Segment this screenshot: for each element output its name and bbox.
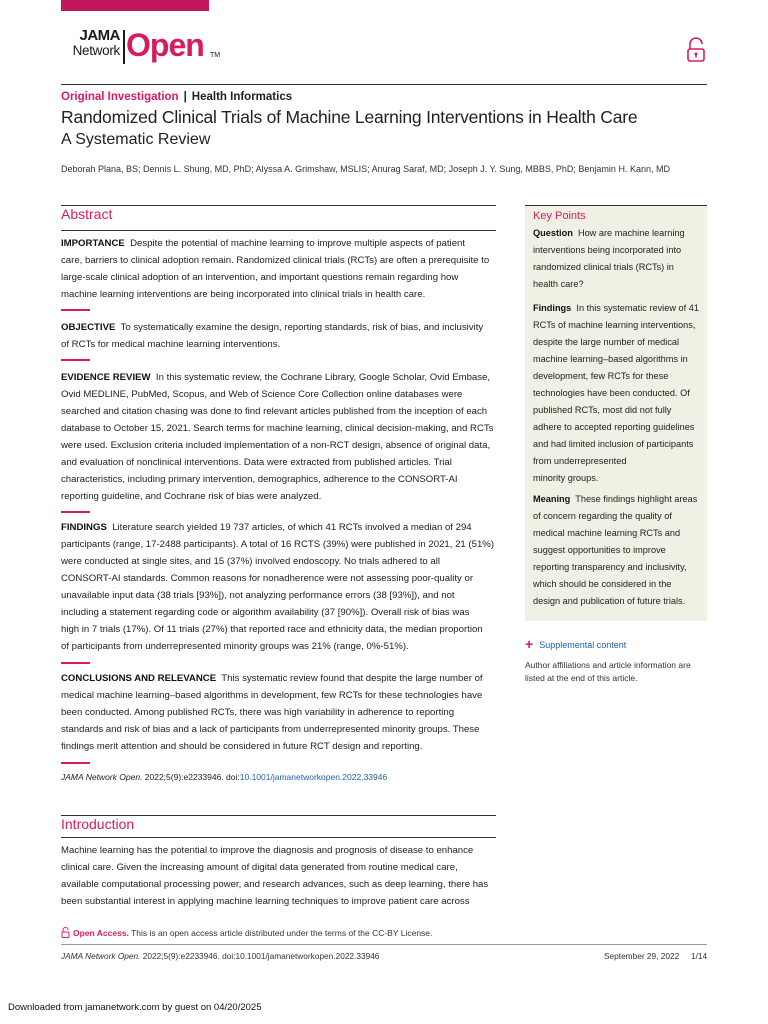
abstract-line: large-scale clinical adoption of an intervention, and important questions remain regarding how bbox=[61, 272, 459, 283]
logo-divider bbox=[123, 30, 125, 64]
key-points-findings bbox=[533, 300, 701, 487]
kp-line: which should be considered in the bbox=[533, 579, 672, 589]
abstract-line: were conducted at single sites, and 15 (37%) involved endoscopy. No trials adhered to all bbox=[61, 556, 440, 567]
article-kicker bbox=[61, 91, 292, 103]
kp-line: reporting transparency and inclusivity, bbox=[533, 562, 687, 572]
section-divider bbox=[61, 511, 90, 513]
abstract-line: medical machine learning–based algorithms in development, few RCTs for these technologies have bbox=[61, 690, 483, 701]
kp-line: These findings highlight areas bbox=[575, 494, 698, 504]
abstract-citation bbox=[61, 772, 387, 782]
abstract-line: standards and risk of bias and a lack of participants from underrepresented minority groups. These bbox=[61, 724, 480, 735]
abstract-line: participants (range, 17-2488 participants). A total of 16 RCTS (39%) were published in 2021, 21 (51%) bbox=[61, 539, 495, 550]
plus-icon: + bbox=[525, 636, 534, 652]
evidence-review-label: EVIDENCE REVIEW bbox=[61, 372, 151, 383]
section-divider bbox=[61, 662, 90, 664]
supplemental-content-link[interactable] bbox=[525, 636, 626, 652]
footer-rule bbox=[61, 944, 707, 945]
open-lock-icon bbox=[685, 37, 707, 63]
abstract-importance bbox=[61, 235, 497, 303]
abstract-top-rule bbox=[61, 205, 496, 206]
kp-line: minority groups. bbox=[533, 473, 599, 483]
abstract-line: and evaluation of nonclinical interventions. Data were extracted from published articles. Trial bbox=[61, 457, 452, 468]
kp-line: technologies have been conducted. Of bbox=[533, 388, 690, 398]
article-subtitle: A Systematic Review bbox=[61, 131, 211, 148]
footer-journal: JAMA Network Open. bbox=[61, 951, 141, 961]
section-divider bbox=[61, 359, 90, 361]
abstract-line: In this systematic review, the Cochrane Library, Google Scholar, Ovid Embase, bbox=[155, 372, 491, 383]
abstract-line: CONSORT-AI standards. Common reasons for nonadherence were not assessing poor-quality or bbox=[61, 573, 474, 584]
introduction-heading: Introduction bbox=[61, 816, 135, 832]
author-list: Deborah Plana, BS; Dennis L. Shung, MD, PhD; Alyssa A. Grimshaw, MSLIS; Anurag Saraf, MD; Joseph J. Y. Sung, MBBS, PhD; Benjamin H. Kann, MD bbox=[61, 164, 670, 174]
open-access-notice bbox=[61, 927, 432, 938]
objective-label: OBJECTIVE bbox=[61, 322, 116, 333]
abstract-line: of participants from underrepresented minority groups was 21% (range, 0%-51%). bbox=[61, 641, 409, 652]
introduction-heading-rule bbox=[61, 837, 496, 838]
abstract-line: characteristics, including primary intervention, demographics, adherence to the CONSORT-AI bbox=[61, 474, 458, 485]
logo-trademark: TM bbox=[210, 52, 221, 59]
footer-ref: 2022;5(9):e2233946. doi:10.1001/jamanetworkopen.2022.33946 bbox=[140, 951, 380, 961]
abstract-line: searched and citation chasing was done to find relevant articles published from the inception of each bbox=[61, 406, 488, 417]
abstract-line: including a statement regarding code or algorithm availability (37 [90%]). Overall risk of bias was bbox=[61, 607, 470, 618]
kp-line: In this systematic review of 41 bbox=[576, 303, 699, 313]
abstract-line: were used. Exclusion criteria included implementation of a non-RCT design, absence of original data, bbox=[61, 440, 491, 451]
article-category[interactable]: Health Informatics bbox=[191, 91, 293, 103]
abstract-heading-rule bbox=[61, 230, 496, 231]
abstract-line: reporting guideline, and Cochrane risk of bias were analyzed. bbox=[61, 491, 322, 502]
conclusions-label: CONCLUSIONS AND RELEVANCE bbox=[61, 673, 217, 684]
abstract-line: of RCTs for medical machine learning interventions. bbox=[61, 339, 281, 350]
affil-line: listed at the end of this article. bbox=[525, 672, 638, 683]
kp-line: from underrepresented bbox=[533, 456, 627, 466]
kp-line: How are machine learning bbox=[577, 228, 685, 238]
footer-citation bbox=[61, 951, 379, 961]
kp-line: interventions being incorporated into bbox=[533, 245, 682, 255]
publication-date: September 29, 2022 bbox=[604, 951, 680, 961]
meaning-label: Meaning bbox=[533, 494, 571, 504]
supplemental-label: Supplemental content bbox=[539, 640, 627, 650]
abstract-line: unavailable input data (38 trials [93%]), not analyzing performance errors (38 [93%]), and not bbox=[61, 590, 455, 601]
kp-line: health care? bbox=[533, 279, 584, 289]
kp-line: and had limited inclusion of participants bbox=[533, 439, 694, 449]
kp-line: development, few RCTs for these bbox=[533, 371, 669, 381]
abstract-line: Literature search yielded 19 737 articles, of which 41 RCTs involved a median of 294 bbox=[112, 522, 472, 533]
abstract-line: high in 7 trials (17%). Of 11 trials (27%) that reported race and ethnicity data, the median proportion bbox=[61, 624, 483, 635]
section-divider bbox=[61, 762, 90, 764]
section-divider bbox=[61, 309, 90, 311]
abstract-heading: Abstract bbox=[61, 206, 113, 222]
abstract-line: findings merit attention and should be considered in future RCT design and reporting. bbox=[61, 741, 423, 752]
question-label: Question bbox=[533, 228, 573, 238]
citation-journal: JAMA Network Open. bbox=[61, 772, 143, 782]
key-points-question bbox=[533, 225, 701, 293]
brand-top-bar bbox=[61, 0, 209, 11]
page-number: 1/14 bbox=[691, 951, 708, 961]
kp-findings-label: Findings bbox=[533, 303, 572, 313]
kp-line: randomized clinical trials (RCTs) in bbox=[533, 262, 674, 272]
abstract-evidence-review bbox=[61, 369, 497, 505]
logo-jama-text: JAMA bbox=[79, 27, 120, 44]
abstract-line: been conducted. Among published RCTs, there was high variability in adherence to reporting bbox=[61, 707, 455, 718]
abstract-line: machine learning interventions are being incorporated into clinical trials in health care. bbox=[61, 289, 426, 300]
abstract-line: care, barriers to clinical adoption remain. Randomized clinical trials (RCTs) are often a prerequisite to bbox=[61, 255, 490, 266]
kp-line: despite the large number of medical bbox=[533, 337, 680, 347]
open-access-text: This is an open access article distributed under the terms of the CC-BY License. bbox=[128, 928, 433, 938]
key-points-meaning bbox=[533, 491, 701, 610]
open-access-label[interactable]: Open Access. bbox=[73, 928, 129, 938]
intro-line: been substantial interest in applying machine learning techniques to improve patient care across bbox=[61, 896, 470, 907]
introduction-paragraph bbox=[61, 842, 497, 910]
header-rule bbox=[61, 84, 707, 85]
open-access-lock-icon bbox=[61, 927, 70, 938]
logo-open-text: Open bbox=[126, 27, 204, 63]
author-affiliations-note bbox=[525, 659, 705, 684]
kp-line: of concern regarding the quality of bbox=[533, 511, 672, 521]
article-type[interactable]: Original Investigation bbox=[61, 91, 179, 103]
abstract-line: database to October 15, 2021. Search terms for machine learning, clinical decision-making, and RCTs bbox=[61, 423, 494, 434]
article-title: Randomized Clinical Trials of Machine Learning Interventions in Health Care bbox=[61, 107, 638, 127]
intro-line: clinical care. Given the increasing amount of digital data generated from routine medical care, bbox=[61, 862, 458, 873]
abstract-line: To systematically examine the design, reporting standards, risk of bias, and inclusivity bbox=[120, 322, 484, 333]
affil-line: Author affiliations and article information are bbox=[525, 660, 691, 670]
importance-label: IMPORTANCE bbox=[61, 238, 125, 249]
findings-label: FINDINGS bbox=[61, 522, 107, 533]
kp-line: published RCTs, most did not fully bbox=[533, 405, 672, 415]
abstract-findings bbox=[61, 519, 497, 655]
kp-line: machine learning–based algorithms in bbox=[533, 354, 688, 364]
kp-line: adhere to accepted reporting guidelines bbox=[533, 422, 695, 432]
kp-line: medical machine learning RCTs and bbox=[533, 528, 681, 538]
kp-line: RCTs of machine learning interventions, bbox=[533, 320, 696, 330]
kp-line: design and publication of future trials. bbox=[533, 596, 686, 606]
intro-line: available computational processing power, and research advances, such as deep learning, there has bbox=[61, 879, 489, 890]
abstract-conclusions bbox=[61, 670, 497, 755]
key-points-heading: Key Points bbox=[533, 210, 586, 222]
kp-line: suggest opportunities to improve bbox=[533, 545, 666, 555]
citation-ref: 2022;5(9):e2233946. doi: bbox=[142, 772, 240, 782]
doi-link[interactable]: 10.1001/jamanetworkopen.2022.33946 bbox=[239, 772, 388, 782]
kicker-separator: | bbox=[183, 91, 187, 103]
abstract-line: Ovid MEDLINE, PubMed, Scopus, and Web of Science Core Collection online databases were bbox=[61, 389, 463, 400]
intro-line: Machine learning has the potential to improve the diagnosis and prognosis of disease to enhance bbox=[61, 845, 474, 856]
logo-network-text: Network bbox=[72, 43, 120, 58]
abstract-line: This systematic review found that despite the large number of bbox=[221, 673, 483, 684]
abstract-objective bbox=[61, 319, 497, 353]
abstract-line: Despite the potential of machine learning to improve multiple aspects of patient bbox=[130, 238, 466, 249]
download-watermark: Downloaded from jamanetwork.com by guest on 04/20/2025 bbox=[8, 1002, 262, 1013]
